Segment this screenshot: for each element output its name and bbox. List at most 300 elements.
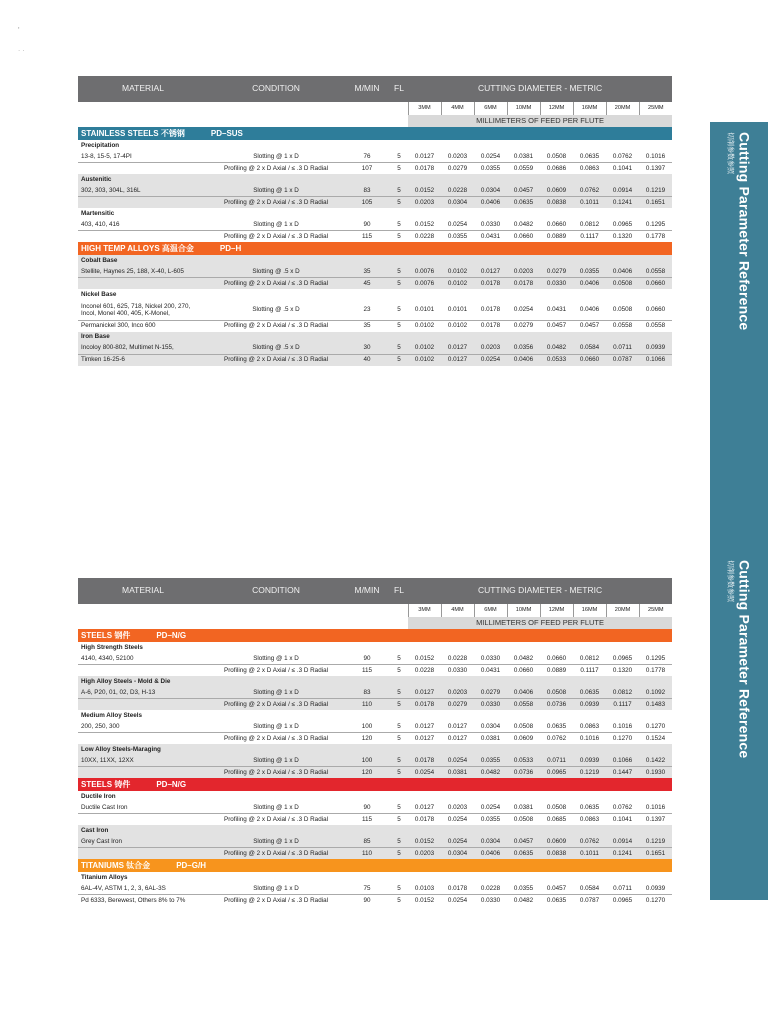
feed-cell: 0.0685	[540, 814, 573, 826]
condition-cell: Profiling @ 2 x D Axial / ≤ .3 D Radial	[208, 163, 344, 175]
feed-cell: 0.0127	[408, 687, 441, 699]
feed-cell: 0.0711	[606, 883, 639, 895]
group-title: Austenitic	[78, 174, 208, 185]
feed-cell: 0.0457	[540, 320, 573, 332]
material-cell: Incoloy 800-802, Multimet N-155,	[78, 343, 208, 355]
section-code: PD–N/G	[156, 630, 187, 640]
fl-cell: 5	[390, 755, 408, 767]
feed-cell: 0.0939	[573, 699, 606, 711]
feed-cell: 0.0406	[474, 848, 507, 860]
feed-cell: 0.0406	[507, 354, 540, 366]
diameter-size: 20MM	[606, 102, 639, 115]
feed-cell: 0.0254	[474, 151, 507, 163]
group-title: Iron Base	[78, 332, 208, 343]
mmin-cell: 107	[344, 163, 390, 175]
feed-cell: 0.1483	[639, 699, 672, 711]
feed-cell: 0.0304	[474, 185, 507, 197]
feed-cell: 0.1295	[639, 219, 672, 231]
feed-cell: 0.0355	[507, 883, 540, 895]
table-row	[78, 219, 672, 231]
feed-cell: 0.1016	[639, 151, 672, 163]
feed-cell: 0.1016	[573, 733, 606, 745]
section-name	[78, 859, 344, 872]
sidebar-label	[726, 132, 753, 330]
diameter-sizes-row	[78, 604, 672, 617]
fl-cell: 5	[390, 883, 408, 895]
feed-cell: 0.0406	[573, 300, 606, 320]
diameter-size: 3MM	[408, 102, 441, 115]
material-cell: Pd 6333, Berewest, Others 8% to 7%	[78, 895, 208, 907]
diameter-sizes-row	[78, 102, 672, 115]
feed-cell: 0.0228	[441, 653, 474, 665]
group-fill	[208, 208, 672, 219]
feed-cell: 0.1011	[573, 197, 606, 209]
mmin-cell: 120	[344, 767, 390, 779]
feed-cell: 0.0660	[540, 219, 573, 231]
table-row	[78, 733, 672, 745]
feed-cell: 0.0482	[507, 653, 540, 665]
feed-cell: 0.0254	[474, 354, 507, 366]
feed-cell: 0.0330	[474, 895, 507, 907]
section-title: HIGH TEMP ALLOYS 高温合金	[81, 243, 194, 253]
fl-header: FL	[390, 76, 408, 102]
feed-cell: 0.0203	[408, 848, 441, 860]
feed-cell: 0.0457	[507, 185, 540, 197]
feed-cell: 0.0103	[408, 883, 441, 895]
diameter-size: 12MM	[540, 102, 573, 115]
feed-cell: 0.0558	[639, 266, 672, 278]
table-row	[78, 320, 672, 332]
mmin-cell: 115	[344, 231, 390, 243]
group-fill	[208, 744, 672, 755]
group-title: High Strength Steels	[78, 642, 208, 653]
feed-cell: 0.1270	[639, 895, 672, 907]
feed-cell: 0.0431	[474, 231, 507, 243]
mmin-cell: 90	[344, 219, 390, 231]
mmin-cell: 105	[344, 197, 390, 209]
condition-cell: Profiling @ 2 x D Axial / ≤ .3 D Radial	[208, 814, 344, 826]
feed-cell: 0.1066	[639, 354, 672, 366]
mmin-cell: 90	[344, 802, 390, 814]
mmin-cell: 76	[344, 151, 390, 163]
feed-cell: 0.1117	[606, 699, 639, 711]
feed-cell: 0.0533	[507, 755, 540, 767]
feed-cell: 0.0736	[540, 699, 573, 711]
feed-cell: 0.0635	[573, 687, 606, 699]
feed-cell: 0.0178	[507, 278, 540, 290]
feed-cell: 0.1117	[573, 231, 606, 243]
section-bar	[344, 859, 672, 872]
material-cell	[78, 163, 208, 175]
fl-cell: 5	[390, 219, 408, 231]
section-title: STEELS 铸件	[81, 779, 131, 789]
feed-cell: 0.0254	[408, 767, 441, 779]
feed-cell: 0.0127	[441, 733, 474, 745]
material-cell: Inconel 601, 625, 718, Nickel 200, 270, Incol, Monel 400, 405, K-Monel,	[78, 300, 208, 320]
feed-cell: 0.0863	[573, 721, 606, 733]
feed-cell: 0.0304	[441, 197, 474, 209]
material-group-title	[78, 676, 672, 687]
feed-cell: 0.0609	[507, 733, 540, 745]
table-row	[78, 163, 672, 175]
feed-cell: 0.0203	[474, 343, 507, 355]
blank-cell	[78, 115, 408, 127]
diameter-size: 12MM	[540, 604, 573, 617]
mmin-cell: 90	[344, 895, 390, 907]
feed-cell: 0.0356	[507, 343, 540, 355]
condition-cell: Slotting @ .5 x D	[208, 300, 344, 320]
sidebar-subtitle: 切削参数参照	[726, 132, 734, 174]
feed-cell: 0.1270	[606, 733, 639, 745]
feed-cell: 0.0203	[408, 197, 441, 209]
table-row	[78, 814, 672, 826]
feed-cell: 0.1241	[606, 197, 639, 209]
group-title: Medium Alloy Steels	[78, 710, 208, 721]
feed-cell: 0.0355	[474, 755, 507, 767]
feed-cell: 0.1219	[573, 767, 606, 779]
group-fill	[208, 289, 672, 300]
fl-cell: 5	[390, 266, 408, 278]
fl-cell: 5	[390, 278, 408, 290]
group-title: Low Alloy Steels-Maraging	[78, 744, 208, 755]
feed-cell: 0.0635	[507, 848, 540, 860]
group-fill	[208, 791, 672, 802]
feed-cell: 0.0660	[639, 278, 672, 290]
feed-cell: 0.0254	[441, 836, 474, 848]
group-fill	[208, 174, 672, 185]
feed-cell: 0.0635	[573, 802, 606, 814]
material-cell: 10XX, 11XX, 12XX	[78, 755, 208, 767]
feed-cell: 0.0584	[573, 883, 606, 895]
diameter-size: 25MM	[639, 102, 672, 115]
feed-cell: 0.0279	[441, 163, 474, 175]
feed-cell: 0.0152	[408, 895, 441, 907]
feed-cell: 0.1524	[639, 733, 672, 745]
diameter-size: 25MM	[639, 604, 672, 617]
condition-cell: Profiling @ 2 x D Axial / ≤ .3 D Radial	[208, 278, 344, 290]
diameter-size: 6MM	[474, 604, 507, 617]
feed-cell: 0.0812	[573, 653, 606, 665]
fl-cell: 5	[390, 687, 408, 699]
mmin-cell: 100	[344, 755, 390, 767]
section-header	[78, 242, 672, 255]
section-header	[78, 859, 672, 872]
feed-cell: 0.0304	[474, 721, 507, 733]
material-cell	[78, 767, 208, 779]
fl-cell: 5	[390, 814, 408, 826]
diameter-size: 20MM	[606, 604, 639, 617]
feed-cell: 0.0762	[606, 151, 639, 163]
mmin-cell: 120	[344, 733, 390, 745]
feed-cell: 0.0304	[441, 848, 474, 860]
feed-cell: 0.0762	[606, 802, 639, 814]
section-header	[78, 127, 672, 140]
feed-cell: 0.0330	[474, 653, 507, 665]
feed-cell: 0.0228	[408, 231, 441, 243]
material-group-title	[78, 174, 672, 185]
feed-cell: 0.1011	[573, 848, 606, 860]
feed-cell: 0.1016	[606, 721, 639, 733]
condition-cell: Profiling @ 2 x D Axial / ≤ .3 D Radial	[208, 231, 344, 243]
feed-cell: 0.0101	[441, 300, 474, 320]
material-cell	[78, 848, 208, 860]
material-cell: 302, 303, 304L, 316L	[78, 185, 208, 197]
feed-cell: 0.0965	[606, 895, 639, 907]
mmin-cell: 75	[344, 883, 390, 895]
feed-cell: 0.1397	[639, 814, 672, 826]
feed-cell: 0.0863	[573, 814, 606, 826]
material-cell	[78, 231, 208, 243]
section-name	[78, 127, 344, 140]
feed-cell: 0.0178	[408, 755, 441, 767]
condition-cell: Slotting @ 1 x D	[208, 687, 344, 699]
group-fill	[208, 710, 672, 721]
table-header	[78, 76, 672, 102]
feed-cell: 0.0254	[441, 895, 474, 907]
feed-cell: 0.0482	[474, 767, 507, 779]
group-title: Precipitation	[78, 140, 208, 151]
fl-cell: 5	[390, 733, 408, 745]
table-row	[78, 300, 672, 320]
material-cell: Stellite, Haynes 25, 188, X-40, L-605	[78, 266, 208, 278]
fl-cell: 5	[390, 665, 408, 677]
section-bar	[344, 127, 672, 140]
feed-cell: 0.0965	[540, 767, 573, 779]
material-group-title	[78, 710, 672, 721]
feed-cell: 0.0457	[573, 320, 606, 332]
fl-cell: 5	[390, 354, 408, 366]
feed-cell: 0.0889	[540, 665, 573, 677]
condition-cell: Profiling @ 2 x D Axial / ≤ .3 D Radial	[208, 320, 344, 332]
feed-cell: 0.1041	[606, 814, 639, 826]
material-cell	[78, 699, 208, 711]
table-row	[78, 848, 672, 860]
table-row	[78, 883, 672, 895]
blank-cell	[78, 604, 408, 617]
cutting-parameter-table	[78, 578, 672, 906]
feed-cell: 0.0178	[474, 278, 507, 290]
feed-cell: 0.0102	[441, 266, 474, 278]
fl-cell: 5	[390, 197, 408, 209]
feed-cell: 0.0203	[441, 802, 474, 814]
condition-cell: Slotting @ 1 x D	[208, 185, 344, 197]
feed-cell: 0.0178	[474, 300, 507, 320]
cutting-diameter-header: CUTTING DIAMETER - METRIC	[408, 578, 672, 604]
fl-cell: 5	[390, 767, 408, 779]
page-mark: '	[18, 26, 20, 35]
feed-cell: 0.0178	[408, 163, 441, 175]
mmin-cell: 45	[344, 278, 390, 290]
fl-cell: 5	[390, 699, 408, 711]
mmin-cell: 115	[344, 665, 390, 677]
feed-cell: 0.0178	[408, 814, 441, 826]
feed-cell: 0.0330	[474, 699, 507, 711]
feed-cell: 0.1397	[639, 163, 672, 175]
feed-cell: 0.0102	[408, 343, 441, 355]
feed-cell: 0.0127	[441, 354, 474, 366]
fl-cell: 5	[390, 231, 408, 243]
condition-cell: Slotting @ 1 x D	[208, 219, 344, 231]
material-cell: 6AL-4V, ASTM 1, 2, 3, 6AL-3S	[78, 883, 208, 895]
material-group-title	[78, 872, 672, 883]
fl-cell: 5	[390, 163, 408, 175]
feed-cell: 0.0152	[408, 185, 441, 197]
condition-cell: Slotting @ 1 x D	[208, 755, 344, 767]
table-row	[78, 895, 672, 907]
fl-cell: 5	[390, 653, 408, 665]
section-title: STEELS 钢件	[81, 630, 131, 640]
table-row	[78, 343, 672, 355]
fl-cell: 5	[390, 151, 408, 163]
material-cell: Ductile Cast Iron	[78, 802, 208, 814]
group-title: Titanium Alloys	[78, 872, 208, 883]
table-row	[78, 767, 672, 779]
feed-cell: 0.0482	[507, 219, 540, 231]
section-bar	[344, 242, 672, 255]
diameter-size: 6MM	[474, 102, 507, 115]
table-row	[78, 665, 672, 677]
condition-cell: Slotting @ 1 x D	[208, 883, 344, 895]
feed-cell: 0.0762	[540, 733, 573, 745]
feed-cell: 0.1295	[639, 653, 672, 665]
feed-cell: 0.0152	[408, 836, 441, 848]
mmin-cell: 115	[344, 814, 390, 826]
condition-cell: Profiling @ 2 x D Axial / ≤ .3 D Radial	[208, 197, 344, 209]
feed-cell: 0.0914	[606, 836, 639, 848]
feed-cell: 0.0558	[639, 320, 672, 332]
feed-cell: 0.1092	[639, 687, 672, 699]
feed-cell: 0.0660	[573, 354, 606, 366]
table-row	[78, 802, 672, 814]
feed-cell: 0.0965	[606, 219, 639, 231]
feed-cell: 0.1219	[639, 185, 672, 197]
material-cell: 200, 250, 300	[78, 721, 208, 733]
condition-cell: Slotting @ 1 x D	[208, 653, 344, 665]
feed-cell: 0.0889	[540, 231, 573, 243]
feed-cell: 0.0508	[606, 278, 639, 290]
feed-cell: 0.1066	[606, 755, 639, 767]
condition-cell: Profiling @ 2 x D Axial / ≤ .3 D Radial	[208, 733, 344, 745]
feed-cell: 0.0254	[474, 802, 507, 814]
mmin-cell: 23	[344, 300, 390, 320]
condition-cell: Slotting @ 1 x D	[208, 151, 344, 163]
feed-cell: 0.0508	[507, 814, 540, 826]
condition-cell: Profiling @ 2 x D Axial / ≤ .3 D Radial	[208, 895, 344, 907]
feed-cell: 0.0228	[474, 883, 507, 895]
section-header	[78, 629, 672, 642]
table-row	[78, 653, 672, 665]
condition-cell: Profiling @ 2 x D Axial / ≤ .3 D Radial	[208, 699, 344, 711]
feed-cell: 0.1016	[639, 802, 672, 814]
feed-cell: 0.0838	[540, 848, 573, 860]
material-group-title	[78, 744, 672, 755]
feed-cell: 0.0686	[540, 163, 573, 175]
feed-cell: 0.0609	[540, 185, 573, 197]
table-row	[78, 278, 672, 290]
table-row	[78, 836, 672, 848]
section-title: STAINLESS STEELS 不锈钢	[81, 128, 185, 138]
group-fill	[208, 255, 672, 266]
feed-cell: 0.0431	[474, 665, 507, 677]
feed-cell: 0.1930	[639, 767, 672, 779]
mmin-cell: 83	[344, 687, 390, 699]
feed-cell: 0.0482	[507, 895, 540, 907]
material-cell: 13-8, 15-5, 17-4PI	[78, 151, 208, 163]
fl-cell: 5	[390, 802, 408, 814]
material-header: MATERIAL	[78, 76, 208, 102]
page-mark: . .	[18, 44, 25, 53]
feed-cell: 0.0914	[606, 185, 639, 197]
feed-cell: 0.0127	[441, 343, 474, 355]
diameter-size: 4MM	[441, 102, 474, 115]
feed-cell: 0.0787	[573, 895, 606, 907]
feed-cell: 0.0660	[540, 653, 573, 665]
section-name	[78, 629, 344, 642]
fl-cell: 5	[390, 895, 408, 907]
diameter-size: 3MM	[408, 604, 441, 617]
blank-cell	[78, 102, 408, 115]
material-cell: Permanickel 300, Inco 600	[78, 320, 208, 332]
feed-cell: 0.0660	[507, 665, 540, 677]
material-cell	[78, 733, 208, 745]
feed-cell: 0.0812	[573, 219, 606, 231]
feed-cell: 0.0381	[474, 733, 507, 745]
material-cell: 403, 410, 416	[78, 219, 208, 231]
fl-cell: 5	[390, 320, 408, 332]
feed-cell: 0.0102	[408, 354, 441, 366]
group-title: Nickel Base	[78, 289, 208, 300]
feed-cell: 0.0254	[441, 814, 474, 826]
feed-cell: 0.0508	[540, 687, 573, 699]
table-row	[78, 266, 672, 278]
feed-unit-row	[78, 115, 672, 127]
feed-cell: 0.0508	[540, 802, 573, 814]
group-title: Ductile Iron	[78, 791, 208, 802]
feed-cell: 0.1422	[639, 755, 672, 767]
fl-cell: 5	[390, 848, 408, 860]
group-fill	[208, 676, 672, 687]
feed-cell: 0.1320	[606, 231, 639, 243]
fl-cell: 5	[390, 721, 408, 733]
feed-cell: 0.0635	[540, 895, 573, 907]
condition-header: CONDITION	[208, 578, 344, 604]
feed-cell: 0.0228	[408, 665, 441, 677]
feed-cell: 0.0076	[408, 278, 441, 290]
feed-cell: 0.0482	[540, 343, 573, 355]
feed-cell: 0.0635	[573, 151, 606, 163]
material-group-title	[78, 791, 672, 802]
feed-cell: 0.0203	[441, 151, 474, 163]
feed-cell: 0.0660	[507, 231, 540, 243]
feed-cell: 0.0127	[408, 721, 441, 733]
feed-cell: 0.0939	[639, 883, 672, 895]
feed-cell: 0.0279	[441, 699, 474, 711]
mmin-header: M/MIN	[344, 76, 390, 102]
group-title: Martensitic	[78, 208, 208, 219]
table-row	[78, 687, 672, 699]
feed-cell: 0.0381	[507, 802, 540, 814]
condition-header: CONDITION	[208, 76, 344, 102]
mmin-cell: 35	[344, 320, 390, 332]
feed-cell: 0.0965	[606, 653, 639, 665]
sidebar-label	[726, 560, 753, 758]
feed-cell: 0.0152	[408, 219, 441, 231]
sidebar-tab	[710, 122, 768, 900]
condition-cell: Profiling @ 2 x D Axial / ≤ .3 D Radial	[208, 767, 344, 779]
feed-cell: 0.0127	[408, 802, 441, 814]
feed-cell: 0.0838	[540, 197, 573, 209]
feed-cell: 0.0330	[540, 278, 573, 290]
